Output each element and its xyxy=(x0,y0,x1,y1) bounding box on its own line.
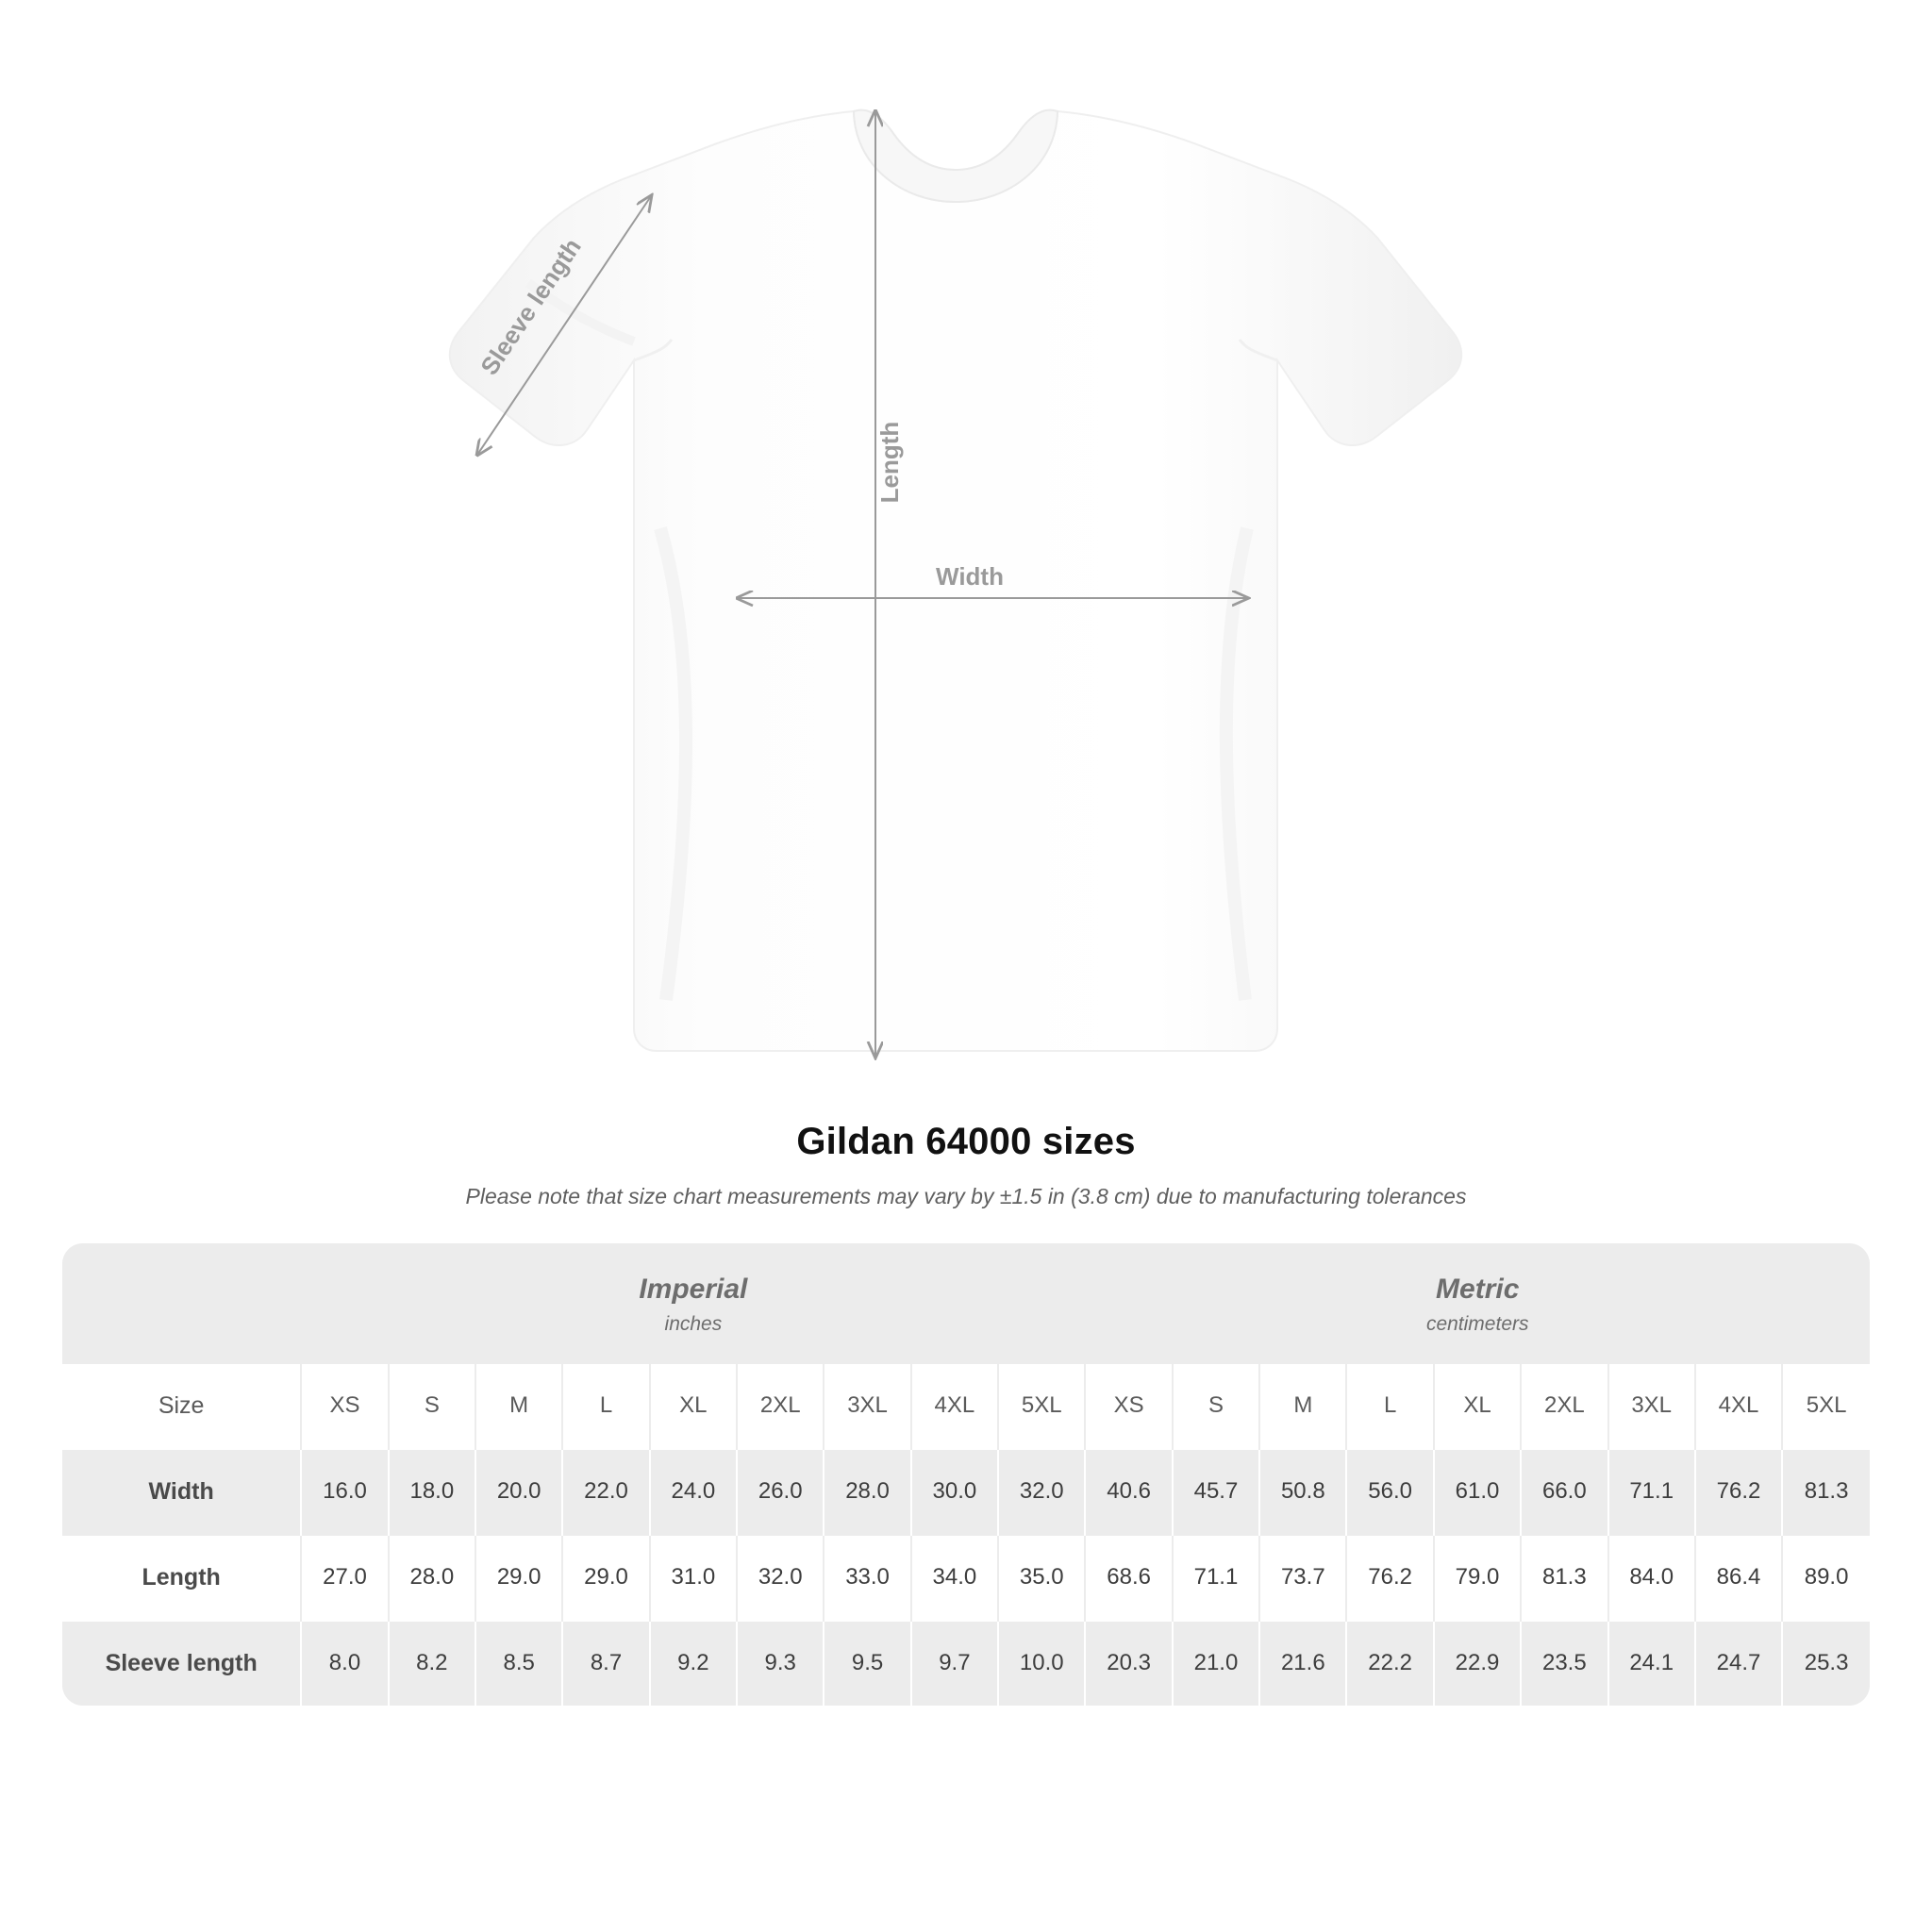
size-header-cell: XS xyxy=(301,1364,388,1449)
cell: 20.0 xyxy=(475,1449,562,1535)
size-header-cell: 5XL xyxy=(998,1364,1085,1449)
size-header-cell: 2XL xyxy=(737,1364,824,1449)
cell: 22.0 xyxy=(562,1449,649,1535)
size-header-cell: 3XL xyxy=(824,1364,910,1449)
cell: 71.1 xyxy=(1173,1535,1259,1621)
imperial-unit: inches xyxy=(664,1312,723,1335)
size-header-cell: 2XL xyxy=(1521,1364,1607,1449)
cell: 86.4 xyxy=(1695,1535,1782,1621)
cell: 50.8 xyxy=(1259,1449,1346,1535)
cell: 24.7 xyxy=(1695,1621,1782,1706)
width-label: Width xyxy=(936,562,1004,591)
imperial-name: Imperial xyxy=(639,1274,748,1305)
cell: 29.0 xyxy=(475,1535,562,1621)
cell: 71.1 xyxy=(1608,1449,1695,1535)
table-row xyxy=(62,1621,1870,1706)
cell: 9.2 xyxy=(650,1621,737,1706)
cell: 81.3 xyxy=(1521,1535,1607,1621)
cell: 31.0 xyxy=(650,1535,737,1621)
cell: 32.0 xyxy=(737,1535,824,1621)
cell: 73.7 xyxy=(1259,1535,1346,1621)
unit-system-metric xyxy=(1085,1243,1870,1364)
cell: 16.0 xyxy=(301,1449,388,1535)
cell: 76.2 xyxy=(1695,1449,1782,1535)
cell: 28.0 xyxy=(389,1535,475,1621)
cell: 56.0 xyxy=(1346,1449,1433,1535)
metric-unit: centimeters xyxy=(1425,1312,1529,1335)
metric-name: Metric xyxy=(1436,1274,1520,1305)
tolerance-note: Please note that size chart measurements may vary by ±1.5 in (3.8 cm) due to manufacturing tolerances xyxy=(465,1184,1467,1208)
cell: 79.0 xyxy=(1434,1535,1521,1621)
cell: 9.7 xyxy=(911,1621,998,1706)
cell: 61.0 xyxy=(1434,1449,1521,1535)
size-header-cell: 5XL xyxy=(1782,1364,1870,1449)
size-header-cell: M xyxy=(1259,1364,1346,1449)
cell: 26.0 xyxy=(737,1449,824,1535)
sleeve-length-label: Sleeve length xyxy=(475,233,587,380)
cell: 89.0 xyxy=(1782,1535,1870,1621)
cell: 22.9 xyxy=(1434,1621,1521,1706)
cell: 23.5 xyxy=(1521,1621,1607,1706)
cell: 18.0 xyxy=(389,1449,475,1535)
row-label-length: Length xyxy=(62,1535,301,1621)
row-label-width: Width xyxy=(62,1449,301,1535)
cell: 8.5 xyxy=(475,1621,562,1706)
cell: 10.0 xyxy=(998,1621,1085,1706)
row-label-sleeve-length: Sleeve length xyxy=(62,1621,301,1706)
size-header-cell: S xyxy=(1173,1364,1259,1449)
size-header-cell: 4XL xyxy=(911,1364,998,1449)
cell: 45.7 xyxy=(1173,1449,1259,1535)
cell: 66.0 xyxy=(1521,1449,1607,1535)
size-header-cell: XL xyxy=(1434,1364,1521,1449)
size-header-cell: M xyxy=(475,1364,562,1449)
table-row xyxy=(62,1535,1870,1621)
cell: 33.0 xyxy=(824,1535,910,1621)
title-block xyxy=(0,1121,1932,1209)
size-header-cell: 3XL xyxy=(1608,1364,1695,1449)
cell: 76.2 xyxy=(1346,1535,1433,1621)
cell: 35.0 xyxy=(998,1535,1085,1621)
size-header-cell: S xyxy=(389,1364,475,1449)
cell: 28.0 xyxy=(824,1449,910,1535)
table-row xyxy=(62,1449,1870,1535)
cell: 30.0 xyxy=(911,1449,998,1535)
cell: 68.6 xyxy=(1085,1535,1172,1621)
cell: 8.2 xyxy=(389,1621,475,1706)
size-header-label: Size xyxy=(62,1364,301,1449)
cell: 29.0 xyxy=(562,1535,649,1621)
cell: 8.0 xyxy=(301,1621,388,1706)
cell: 84.0 xyxy=(1608,1535,1695,1621)
cell: 34.0 xyxy=(911,1535,998,1621)
size-table-wrapper xyxy=(62,1243,1870,1706)
size-header-cell: XL xyxy=(650,1364,737,1449)
cell: 21.0 xyxy=(1173,1621,1259,1706)
cell: 27.0 xyxy=(301,1535,388,1621)
cell: 25.3 xyxy=(1782,1621,1870,1706)
cell: 8.7 xyxy=(562,1621,649,1706)
size-header-cell: XS xyxy=(1085,1364,1172,1449)
cell: 40.6 xyxy=(1085,1449,1172,1535)
unit-system-imperial xyxy=(301,1243,1085,1364)
size-header-row xyxy=(62,1364,1870,1449)
cell: 24.1 xyxy=(1608,1621,1695,1706)
cell: 9.3 xyxy=(737,1621,824,1706)
page-title: Gildan 64000 sizes xyxy=(796,1121,1136,1162)
unit-system-spacer xyxy=(62,1243,301,1364)
cell: 24.0 xyxy=(650,1449,737,1535)
length-label: Length xyxy=(875,421,904,504)
size-header-cell: L xyxy=(562,1364,649,1449)
unit-system-row xyxy=(62,1243,1870,1364)
cell: 20.3 xyxy=(1085,1621,1172,1706)
size-header-cell: 4XL xyxy=(1695,1364,1782,1449)
cell: 21.6 xyxy=(1259,1621,1346,1706)
size-table xyxy=(62,1243,1870,1706)
cell: 9.5 xyxy=(824,1621,910,1706)
cell: 81.3 xyxy=(1782,1449,1870,1535)
cell: 22.2 xyxy=(1346,1621,1433,1706)
cell: 32.0 xyxy=(998,1449,1085,1535)
size-header-cell: L xyxy=(1346,1364,1433,1449)
